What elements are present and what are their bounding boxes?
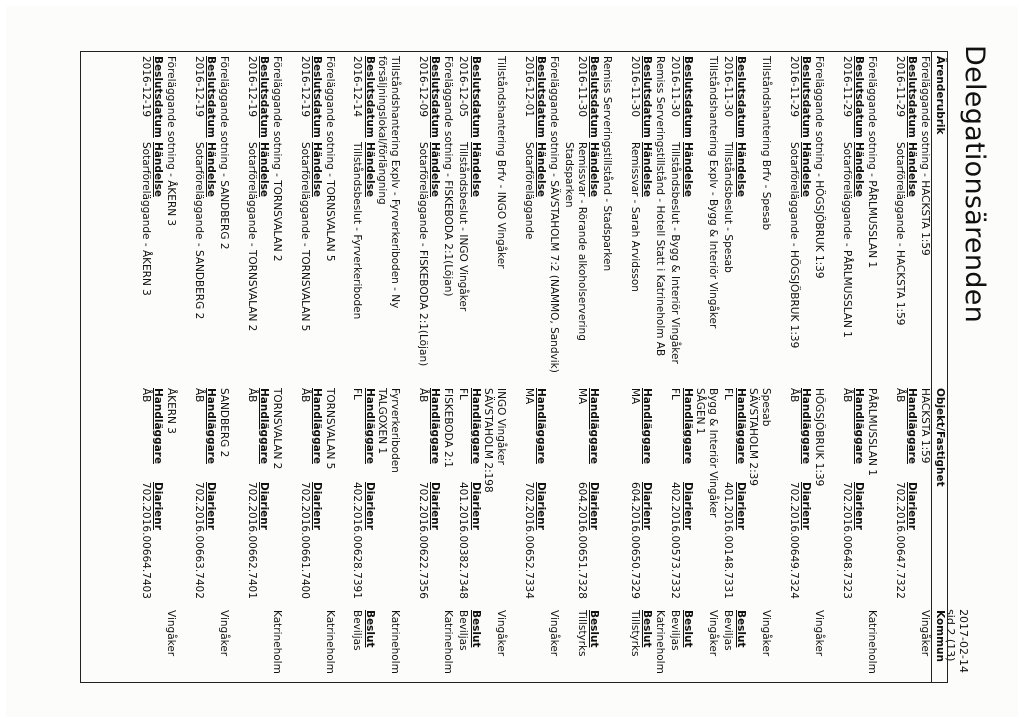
case-datum: 2016-11-30 (722, 56, 735, 118)
case-handelse: Remissvar - Sarah Arvidsson (629, 142, 641, 292)
case-beslut: Beviljas (722, 610, 735, 651)
case-diarienr: 702.2016.00647.7322 (894, 482, 906, 599)
case-handelse: Sotarföreläggande - PÅRLMUSSLAN 1 (841, 142, 853, 338)
case-diarienr: 702.2016.00664.7403 (140, 482, 152, 599)
case-datum: 2016-12-14 (351, 56, 364, 118)
label-diarienr: Diarienr (258, 482, 271, 530)
label-beslut: Beslut (641, 610, 654, 648)
case-diarienr: 401.2016.00382.7348 (457, 482, 470, 599)
case-handlaggare: MA (523, 388, 535, 405)
label-handelse: Händelse (364, 142, 376, 197)
case-kommun: Vingåker (760, 610, 772, 657)
case-handlaggare: FL (457, 388, 470, 400)
label-beslutsdatum: Beslutsdatum (682, 56, 694, 138)
case-objekt: Bygg & Interiör Vingåker SÅGEN 1 (694, 388, 719, 518)
case-title: Föreläggande sotning - ÅKERN 3 (165, 56, 177, 227)
label-beslutsdatum: Beslutsdatum (641, 56, 654, 138)
case-handlaggare: FL (669, 388, 682, 400)
label-handelse: Händelse (152, 142, 165, 197)
case-handlaggare: FL (722, 388, 735, 400)
label-handelse: Händelse (258, 142, 271, 197)
label-handlaggare: Handläggare (800, 388, 813, 464)
case-kommun: Katrineholm (324, 610, 336, 674)
case-kommun: Katrineholm (866, 610, 878, 674)
scanned-document (6, 6, 1018, 717)
case-diarienr: 402.2016.00628.7391 (351, 482, 364, 599)
case-row (613, 52, 666, 682)
case-datum: 2016-11-30 (669, 56, 682, 118)
label-handlaggare: Handläggare (906, 388, 919, 464)
case-diarienr: 604.2016.00651.7328 (576, 482, 588, 599)
label-beslutsdatum: Beslutsdatum (853, 56, 866, 138)
case-row (283, 52, 336, 682)
label-diarienr: Diarienr (735, 482, 747, 530)
case-diarienr: 702.2016.00661.7400 (299, 482, 311, 599)
label-handelse: Händelse (682, 142, 694, 197)
label-handelse: Händelse (641, 142, 654, 197)
case-objekt: HACKSTA 1:59 (919, 388, 931, 464)
header-kommun: Kommun (934, 610, 946, 662)
label-diarienr: Diarienr (800, 482, 813, 530)
case-handelse: Sotarföreläggande - SANDBERG 2 (193, 142, 205, 320)
label-handlaggare: Handläggare (682, 388, 694, 464)
case-datum: 2016-12-01 (523, 56, 535, 118)
case-kommun: Katrineholm (271, 610, 283, 674)
case-title: Tillståndshantering Brfv - INGO Vingåker (495, 56, 507, 269)
case-handelse: Tillståndsbeslut - Bygg & Interiör Vingåker (669, 142, 682, 364)
case-kommun: Vingåker (919, 610, 931, 657)
case-kommun: Katrineholm (442, 610, 454, 674)
case-row (124, 52, 177, 682)
label-handlaggare: Handläggare (735, 388, 747, 464)
case-handelse: Sotarföreläggande - TORNSVALAN 2 (246, 142, 258, 332)
label-beslut: Beslut (588, 610, 601, 648)
case-kommun: Vingåker (548, 610, 560, 657)
label-beslutsdatum: Beslutsdatum (906, 56, 919, 138)
case-handlaggare: ÅB (140, 388, 152, 403)
label-beslutsdatum: Beslutsdatum (735, 56, 747, 138)
case-beslut: Beviljas (457, 610, 470, 651)
label-handlaggare: Handläggare (258, 388, 271, 464)
case-title: Föreläggande sotning - TORNSVALAN 5 (324, 56, 336, 262)
page-reference: sid 2 (13) (944, 609, 957, 662)
case-objekt: ÅKERN 3 (165, 388, 177, 434)
label-handelse: Händelse (470, 142, 482, 197)
case-handelse: Tillståndsbeslut - Spesab (722, 142, 735, 273)
case-row (401, 52, 454, 682)
case-handlaggare: FL (351, 388, 364, 400)
label-diarienr: Diarienr (906, 482, 919, 530)
case-kommun: Vingåker (495, 610, 507, 657)
label-diarienr: Diarienr (535, 482, 548, 530)
case-kommun: Vingåker (218, 610, 230, 657)
case-row (772, 52, 825, 682)
label-handlaggare: Handläggare (364, 388, 376, 464)
header-objekt-fastighet: Objekt/Fastighet (934, 388, 946, 487)
case-datum: 2016-12-19 (193, 56, 205, 118)
label-diarienr: Diarienr (152, 482, 165, 530)
case-diarienr: 702.2016.00663.7402 (193, 482, 205, 599)
label-beslutsdatum: Beslutsdatum (470, 56, 482, 138)
page-title: Delegationsärenden (959, 45, 990, 324)
case-datum: 2016-12-19 (140, 56, 152, 118)
case-handlaggare: ÅB (841, 388, 853, 403)
case-diarienr: 702.2016.00622.7356 (417, 482, 429, 599)
label-beslutsdatum: Beslutsdatum (364, 56, 376, 138)
case-objekt: TORNSVALAN 5 (324, 388, 336, 470)
label-beslutsdatum: Beslutsdatum (588, 56, 601, 138)
case-kommun: Vingåker (165, 610, 177, 657)
document-page (18, 7, 1018, 727)
case-title: Föreläggande sotning - FISKEBODA 2:1(Löjan) (442, 56, 454, 297)
case-handelse: Sotarföreläggande - ÅKERN 3 (140, 142, 152, 296)
case-row (825, 52, 878, 682)
case-kommun: Vingåker (813, 610, 825, 657)
label-beslutsdatum: Beslutsdatum (152, 56, 165, 138)
table-body (124, 52, 931, 682)
case-title: Tillståndshantering Explv - Bygg & Interiör Vingåker (707, 56, 719, 329)
case-diarienr: 604.2016.00650.7329 (629, 482, 641, 599)
case-diarienr: 702.2016.00649.7324 (788, 482, 800, 599)
case-datum: 2016-11-30 (576, 56, 588, 118)
case-datum: 2016-11-29 (894, 56, 906, 118)
case-objekt: Spesab SÄVSTAHOLM 2:39 (747, 388, 772, 486)
case-kommun: Katrineholm (389, 610, 401, 674)
label-beslutsdatum: Beslutsdatum (800, 56, 813, 138)
case-kommun: Katrineholm (654, 610, 666, 674)
label-beslut: Beslut (364, 610, 376, 648)
label-handelse: Händelse (853, 142, 866, 197)
case-handlaggare: ÅB (894, 388, 906, 403)
case-handlaggare: ÅB (417, 388, 429, 403)
label-beslutsdatum: Beslutsdatum (311, 56, 324, 138)
label-handlaggare: Handläggare (641, 388, 654, 464)
label-diarienr: Diarienr (588, 482, 601, 530)
case-beslut: Tillstyrks (629, 610, 641, 657)
case-title: Remiss Serveringstillstånd - Stadsparken (601, 56, 613, 272)
case-row (666, 52, 719, 682)
case-handlaggare: ÅB (299, 388, 311, 403)
case-handelse: Sotarföreläggande - FISKEBODA 2:1(Löjan) (417, 142, 429, 367)
table-header (931, 52, 947, 682)
label-handlaggare: Handläggare (470, 388, 482, 464)
label-diarienr: Diarienr (311, 482, 324, 530)
case-row (507, 52, 560, 682)
label-handelse: Händelse (735, 142, 747, 197)
label-diarienr: Diarienr (641, 482, 654, 530)
case-datum: 2016-12-19 (246, 56, 258, 118)
label-beslut: Beslut (470, 610, 482, 648)
case-row (560, 52, 613, 682)
case-beslut: Beviljas (351, 610, 364, 651)
label-handelse: Händelse (311, 142, 324, 197)
case-title: Remiss Serveringstillstånd - Hotell Statt i Katrineholm AB (654, 56, 666, 357)
label-beslutsdatum: Beslutsdatum (205, 56, 218, 138)
label-handlaggare: Handläggare (429, 388, 442, 464)
case-row (719, 52, 772, 682)
case-handlaggare: MA (629, 388, 641, 405)
document-date: 2017-02-14 (957, 609, 970, 673)
case-datum: 2016-11-29 (788, 56, 800, 118)
case-handelse: Sotarföreläggande - HACKSTA 1:59 (894, 142, 906, 326)
label-handelse: Händelse (906, 142, 919, 197)
case-objekt: Fyrverkeriboden TALGOXEN 1 (376, 388, 401, 473)
case-diarienr: 401.2016.00148.7331 (722, 482, 735, 599)
case-objekt: HÖGSJÖBRUK 1:39 (813, 388, 825, 487)
cases-table (80, 51, 948, 683)
label-beslutsdatum: Beslutsdatum (258, 56, 271, 138)
case-handelse: Sotarföreläggande - TORNSVALAN 5 (299, 142, 311, 332)
case-objekt: PÅRLMUSSLAN 1 (866, 388, 878, 476)
case-beslut: Beviljas (669, 610, 682, 651)
case-handlaggare: MA (576, 388, 588, 405)
case-diarienr: 702.2016.00652.7334 (523, 482, 535, 599)
label-handlaggare: Handläggare (152, 388, 165, 464)
case-title: Föreläggande sotning - TORNSVALAN 2 (271, 56, 283, 262)
case-diarienr: 702.2016.00662.7401 (246, 482, 258, 599)
case-datum: 2016-12-19 (299, 56, 311, 118)
label-handelse: Händelse (535, 142, 548, 197)
label-handlaggare: Handläggare (535, 388, 548, 464)
case-handlaggare: ÅB (193, 388, 205, 403)
case-handelse: Sotarföreläggande (523, 142, 535, 240)
case-diarienr: 702.2016.00648.7323 (841, 482, 853, 599)
label-handlaggare: Handläggare (588, 388, 601, 464)
case-objekt: FISKEBODA 2:1 (442, 388, 454, 468)
case-datum: 2016-12-05 (457, 56, 470, 118)
header-arenderubrik: Ärenderubrik (934, 56, 946, 135)
case-row (177, 52, 230, 682)
case-row (230, 52, 283, 682)
case-handelse: Sotarföreläggande - HÖGSJÖBRUK 1:39 (788, 142, 800, 349)
label-handelse: Händelse (205, 142, 218, 197)
case-kommun: Vingåker (707, 610, 719, 657)
case-datum: 2016-11-29 (841, 56, 853, 118)
case-objekt: SANDBERG 2 (218, 388, 230, 458)
case-row (336, 52, 401, 682)
case-handlaggare: ÅB (246, 388, 258, 403)
case-diarienr: 402.2016.00573.7332 (669, 482, 682, 599)
case-objekt: INGO Vingåker SÄVSTAHOLM 2:198 (482, 388, 507, 493)
case-handlaggare: ÅB (788, 388, 800, 403)
case-title: Föreläggande sotning - SANDBERG 2 (218, 56, 230, 250)
case-objekt: TORNSVALAN 2 (271, 388, 283, 470)
label-handelse: Händelse (429, 142, 442, 197)
case-row (454, 52, 507, 682)
label-handlaggare: Handläggare (205, 388, 218, 464)
case-title: Tillståndshantering Brfv - Spesab (760, 56, 772, 231)
label-diarienr: Diarienr (682, 482, 694, 530)
label-diarienr: Diarienr (205, 482, 218, 530)
case-title: Föreläggande sotning - SÄVSTAHOLM 7:2 (NAMMO, Sandvik) (548, 56, 560, 373)
case-row (878, 52, 931, 682)
case-handelse: Tillståndsbeslut - INGO Vingåker (457, 142, 470, 312)
label-diarienr: Diarienr (364, 482, 376, 530)
label-diarienr: Diarienr (429, 482, 442, 530)
label-diarienr: Diarienr (470, 482, 482, 530)
label-handlaggare: Handläggare (853, 388, 866, 464)
label-handlaggare: Handläggare (311, 388, 324, 464)
label-beslut: Beslut (735, 610, 747, 648)
case-handelse: Remissvar - Rörande alkoholservering Stadsparken (563, 142, 588, 341)
label-handelse: Händelse (800, 142, 813, 197)
label-handelse: Händelse (588, 142, 601, 197)
case-handelse: Tillståndsbeslut - Fyrverkeriboden (351, 142, 364, 320)
case-beslut: Tillstyrks (576, 610, 588, 657)
case-title: Föreläggande sotning - HACKSTA 1:59 (919, 56, 931, 256)
label-beslutsdatum: Beslutsdatum (429, 56, 442, 138)
case-title: Föreläggande sotning - PÅRLMUSSLAN 1 (866, 56, 878, 269)
case-datum: 2016-11-30 (629, 56, 641, 118)
case-datum: 2016-12-09 (417, 56, 429, 118)
label-beslut: Beslut (682, 610, 694, 648)
case-title: Föreläggande sotning - HÖGSJÖBRUK 1:39 (813, 56, 825, 279)
case-title: Tillståndshantering Explv - Fyrverkeriboden - Ny försäljningslokal/förlängning (376, 56, 401, 309)
label-beslutsdatum: Beslutsdatum (535, 56, 548, 138)
label-diarienr: Diarienr (853, 482, 866, 530)
